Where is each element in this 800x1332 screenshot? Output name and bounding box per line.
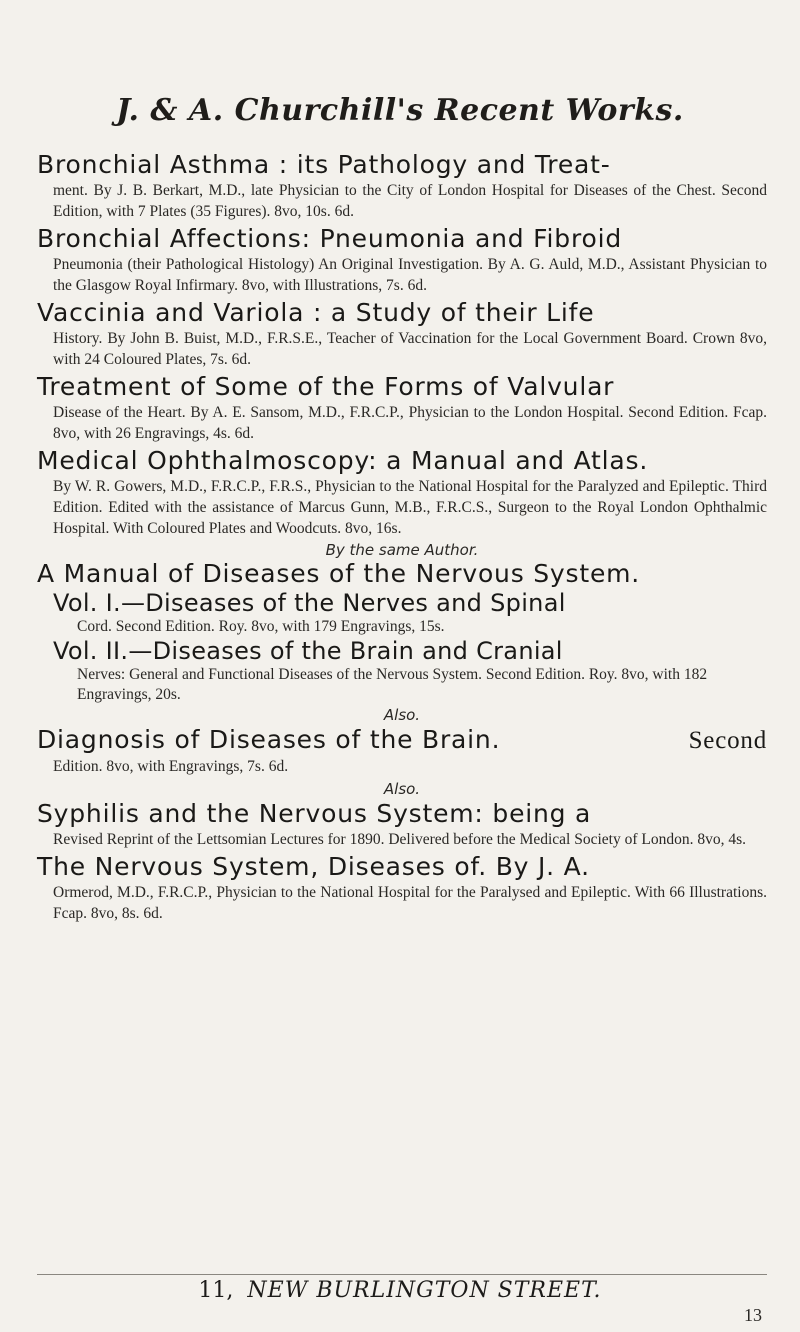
catalogue-entry-syphilis (37, 799, 767, 850)
entry-description: Edition. 8vo, with Engravings, 7s. 6d. (53, 758, 289, 775)
entry-description: Revised Reprint of the Lettsomian Lectures for 1890. Delivered before the Medical Society of London. 8vo, 4s. (53, 831, 747, 848)
entry-description: Disease of the Heart. By A. E. Sansom, M.D., F.R.C.P., Physician to the London Hospital. Second Edition. Fcap. 8vo, with 26 Engravings, 4s. 6d. (53, 404, 767, 442)
also-line: Also. (383, 706, 421, 724)
entry-description: Pneumonia (their Pathological Histology) An Original Investigation. By A. G. Auld, M.D., Assistant Physician to the Glasgow Royal Infirmary. 8vo, with Illustrations, 7s. 6d. (53, 256, 767, 294)
publisher-address (0, 1278, 800, 1303)
catalogue-entry (37, 150, 767, 222)
by-same-author-line: By the same Author. (325, 541, 479, 559)
entry-title-text: Treatment of Some of the Forms of Valvular (37, 372, 615, 401)
entry-title: The Nervous System, Diseases of. By J. A. (37, 852, 590, 881)
catalogue-entry-manual (37, 559, 767, 705)
entry-title (37, 150, 767, 180)
entry-title: A Manual of Diseases of the Nervous System. (37, 559, 641, 588)
street-number: 11, (198, 1278, 234, 1303)
entry-title (37, 446, 767, 476)
entry-description: Ormerod, M.D., F.R.C.P., Physician to the National Hospital for the Paralysed and Epileptic. With 66 Illustrations. Fcap. 8vo, 8s. 6d. (53, 884, 767, 922)
entry-description: History. By John B. Buist, M.D., F.R.S.E., Teacher of Vaccination for the Local Government Board. Crown 8vo, with 24 Coloured Plates, 7s. 6d. (53, 330, 767, 368)
entry-description: By W. R. Gowers, M.D., F.R.C.P., F.R.S., Physician to the National Hospital for the Paralyzed and Epileptic. Third Edition. Edited with the assistance of Marcus Gunn, M.B., F.R.C.S., Surgeon to the Royal London Ophthalmic Hospital. With Coloured Plates and Woodcuts. 8vo, 16s. (53, 478, 767, 537)
entry-title-text: Bronchial Affections: Pneumonia and Fibroid (37, 224, 622, 253)
entry-description: ment. By J. B. Berkart, M.D., late Physician to the City of London Hospital for Diseases of the Chest. Second Edition, with 7 Plates (35 Figures). 8vo, 10s. 6d. (53, 182, 767, 220)
entry-title-text: Medical Ophthalmoscopy: a Manual and Atlas. (37, 446, 649, 475)
entry-title (37, 372, 767, 402)
page-number: 13 (744, 1305, 762, 1325)
catalogue-entry-nervous-system (37, 852, 767, 924)
catalogue-content (37, 150, 767, 926)
street-name: NEW BURLINGTON STREET. (247, 1278, 602, 1303)
running-head: J. & A. Churchill's Recent Works. (116, 93, 684, 128)
footer-rule (37, 1274, 767, 1275)
volume-1-title: Vol. I.—Diseases of the Nerves and Spinal (53, 589, 566, 617)
catalogue-entry (37, 372, 767, 444)
entry-title (37, 224, 767, 254)
catalogue-entry (37, 298, 767, 370)
volume-2-title: Vol. II.—Diseases of the Brain and Cranial (53, 637, 563, 665)
entry-title-text: Vaccinia and Variola : a Study of their Life (37, 298, 595, 327)
catalogue-entry (37, 446, 767, 539)
entry-title-text: Bronchial Asthma : its Pathology and Treat- (37, 150, 611, 179)
catalogue-entry (37, 224, 767, 296)
entry-title: Syphilis and the Nervous System: being a (37, 799, 592, 828)
volume-1-description: Cord. Second Edition. Roy. 8vo, with 179 Engravings, 15s. (77, 618, 445, 635)
entry-title (37, 725, 767, 756)
also-line: Also. (383, 780, 421, 798)
entry-title (37, 298, 767, 328)
catalogue-entry-diagnosis (37, 725, 767, 777)
volume-2-description: Nerves: General and Functional Diseases of the Nervous System. Second Edition. Roy. 8vo, with 182 Engravings, 20s. (77, 666, 708, 703)
entry-title-suffix: Second (688, 727, 767, 754)
entry-title-text: Diagnosis of Diseases of the Brain. (37, 725, 501, 754)
